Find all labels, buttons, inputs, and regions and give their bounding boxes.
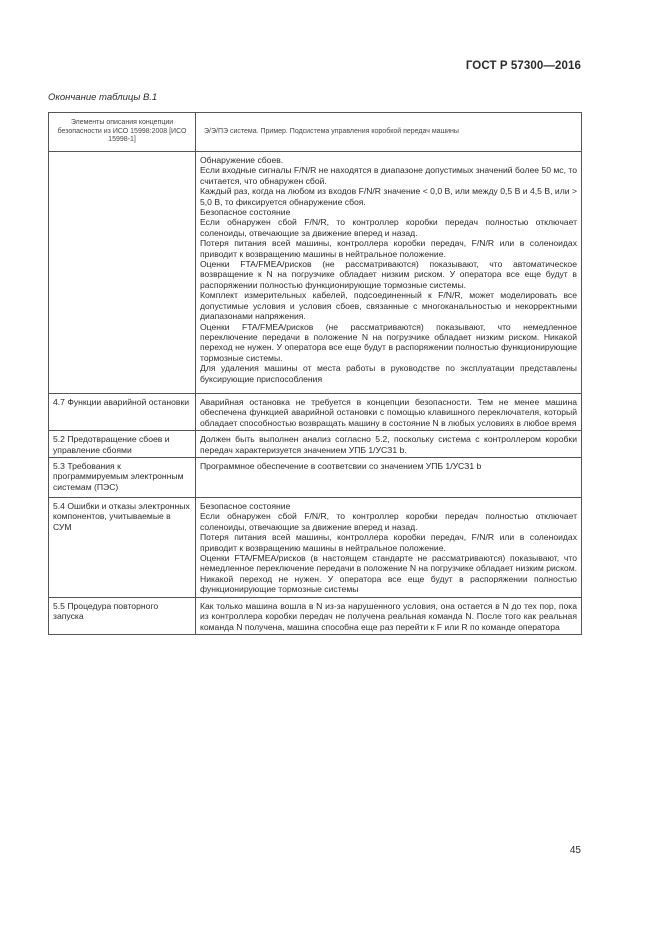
page-number: 45: [569, 845, 581, 856]
row-content: [196, 597, 582, 634]
row-content: [196, 394, 582, 431]
row-content: [196, 498, 582, 598]
row-line: Оценки FTA/FMEA/рисков (не рассматриваются) показывают, что автоматическое возвращение к N на погрузчике обладает низким риском. У оператора все еще будут в распоряжении полностью функционирующие тормозные системы.: [200, 259, 577, 290]
row-label: 5.3 Требования к программируемым электронным системам (ПЭС): [49, 458, 196, 498]
row-content: [196, 458, 582, 498]
standard-designation: ГОСТ Р 57300—2016: [465, 60, 581, 72]
row-line: Оценки FTA/FMEA/рисков (в настоящем стандарте не рассматриваются) показывают, что немедленное переключение передачи в положение N на погрузчике обладает низким риском. Никакой переход не нужен. У оператора все еще будут в распоряжении полностью функционирующие тормозные системы: [200, 553, 577, 595]
table-row: [49, 498, 582, 598]
row-line: Комплект измерительных кабелей, подсоединенный к F/N/R, может моделировать все допустимые условия и условия сбоев, связанные с многоканальностью и некорректными диапазонами напряжения.: [200, 290, 577, 322]
table-caption: Окончание таблицы В.1: [48, 92, 158, 103]
row-line: Безопасное состояние: [200, 501, 291, 512]
row-label: [49, 152, 196, 394]
row-content: [196, 431, 582, 458]
header-cell-system-example: Э/Э/ПЭ система. Пример. Подсистема управления коробкой передач машины: [196, 113, 582, 152]
row-line: Оценки FTA/FMEA/рисков (не рассматриваются) показывают, что немедленное переключение передачи в положение N на погрузчике обладает низким риском. Никакой переход не нужен. У оператора все еще будут в распоряжении полностью функционирующие тормозные системы.: [200, 321, 577, 363]
row-line: Обнаружение сбоев.: [200, 155, 284, 165]
table-row: [49, 394, 582, 431]
row-line: Аварийная остановка не требуется в концепции безопасности. Тем не менее машина обеспечена функцией аварийной остановки с помощью клавишного переключателя, который обладает способностью возвращать машину в состояние N в любых условиях в любое время: [200, 397, 577, 428]
row-line: Как только машина вошла в N из-за нарушенного условия, она остается в N до тех пор, пока из контроллера коробки передач не получена реальная команда N. После того как реальная команда N получена, машина способна еще раз перейти к F или R по команде оператора: [200, 600, 577, 632]
row-line: Программное обеспечение в соответсвии со значением УПБ 1/УСЗ1 b: [200, 461, 482, 472]
row-label: 5.5 Процедура повторного запуска: [49, 597, 196, 634]
row-line: Если входные сигналы F/N/R не находятся в диапазоне допустимых значений более 50 мс, то считается, что обнаружен сбой.: [200, 165, 577, 186]
table-header-row: [49, 113, 582, 152]
row-line: Безопасное состояние: [200, 207, 291, 218]
safety-concept-table: [48, 112, 582, 635]
table-row: [49, 458, 582, 498]
row-line: Каждый раз, когда на любом из входов F/N/R значение < 0,0 В, или между 0,5 В и 4,5 В, или > 5,0 В, то фиксируется обнаружение сбоя.: [200, 186, 577, 207]
row-line: Если обнаружен сбой F/N/R, то контроллер коробки передач полностью отключает соленоиды, отвечающие за движение вперед и назад.: [200, 511, 577, 532]
table-row: [49, 431, 582, 458]
row-line: Должен быть выполнен анализ согласно 5.2, поскольку система с контроллером коробки передач характеризуется значением УПБ 1/УСЗ1 b.: [200, 434, 577, 455]
row-line: Для удаления машины от места работы в руководстве по эксплуатации представлены буксирующие приспособления: [200, 363, 577, 384]
row-line: Если обнаружен сбой F/N/R, то контроллер коробки передач полностью отключает соленоиды, отвечающие за движение вперед и назад.: [200, 217, 577, 238]
header-cell-elements: Элементы описания концепции безопасности из ИСО 15998:2008 [ИСО 15998-1]: [49, 113, 196, 152]
row-label: 4.7 Функции аварийной остановки: [49, 394, 196, 431]
table-row: [49, 152, 582, 394]
row-content: [196, 152, 582, 394]
row-line: Потеря питания всей машины, контроллера коробки передач, F/N/R или в соленоидах приводит к возвращению машины в нейтральное положение.: [200, 532, 577, 553]
row-label: 5.2 Предотвращение сбоев и управление сбоями: [49, 431, 196, 458]
table-row: [49, 597, 582, 634]
row-label: 5.4 Ошибки и отказы электронных компонентов, учитываемые в СУМ: [49, 498, 196, 598]
row-line: Потеря питания всей машины, контроллера коробки передач, F/N/R или в соленоидах приводит к возвращению машины в нейтральное положение.: [200, 238, 577, 259]
